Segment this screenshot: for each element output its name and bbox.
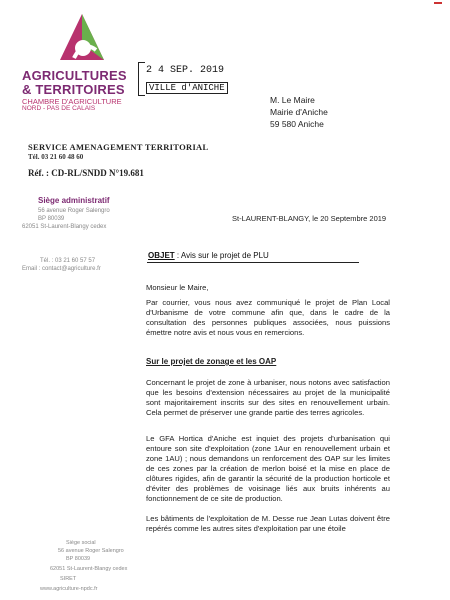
contact-line: Tél. : 03 21 60 57 57 — [40, 258, 96, 264]
footer-line: BP 80039 — [66, 556, 91, 562]
brand-line-3: CHAMBRE D'AGRICULTURE — [22, 97, 122, 106]
section-title: Sur le projet de zonage et les OAP — [146, 357, 277, 366]
objet-line — [148, 251, 269, 260]
footer-line: Siège social — [66, 540, 96, 546]
objet-text: : Avis sur le projet de PLU — [176, 251, 269, 260]
stamp-date: 2 4 SEP. 2019 — [146, 65, 225, 76]
divider — [147, 262, 359, 263]
footer-line: SIRET — [60, 576, 77, 582]
contact-line: Email : contact@agriculture.fr — [22, 266, 101, 272]
footer-line: 62051 St-Laurent-Blangy cedex — [50, 566, 128, 572]
brand-line-1: AGRICULTURES — [22, 68, 127, 83]
recipient-line: M. Le Maire — [270, 95, 315, 105]
siege-title: Siège administratif — [38, 196, 110, 205]
body-paragraph: Concernant le projet de zone à urbaniser, nous notons avec satisfaction que les besoins d'extension nécessaires au projet de la municipalité sont majoritairement inscrits sur des sites en renouvellement urbain. Cela permet de préserver une grande partie des terres agricoles. — [146, 378, 390, 417]
objet-label: OBJET — [148, 251, 175, 260]
brand-line-4: NORD - PAS DE CALAIS — [22, 105, 96, 112]
reference: Réf. : CD-RL/SNDD N°19.681 — [28, 168, 144, 178]
footer-link[interactable]: www.agriculture-npdc.fr — [40, 586, 98, 592]
recipient-line: 59 580 Aniche — [270, 119, 324, 129]
sender-service: SERVICE AMENAGEMENT TERRITORIAL — [28, 142, 209, 152]
corner-mark — [434, 2, 442, 4]
chamber-logo-icon — [52, 10, 112, 68]
place-date: St-LAURENT-BLANGY, le 20 Septembre 2019 — [232, 214, 387, 223]
salutation: Monsieur le Maire, — [146, 283, 209, 292]
body-paragraph: Les bâtiments de l'exploitation de M. Desse rue Jean Lutas doivent être repérés comme les autres sites d'exploitation par une étoile — [146, 514, 390, 533]
recipient-address — [270, 94, 328, 130]
stamp-city: VILLE d'ANICHE — [146, 82, 228, 94]
received-stamp — [138, 62, 225, 98]
footer-line: 56 avenue Roger Salengro — [58, 548, 124, 554]
siege-line: 62051 St-Laurent-Blangy cedex — [22, 224, 107, 230]
brand-line-2: & TERRITOIRES — [22, 82, 125, 97]
body-paragraph: Le GFA Hortica d'Aniche est inquiet des projets d'urbanisation qui entoure son site d'exploitation (zone 1Aur en renouvellement urbain et zone 1AU) ; nous demandons un renforcement des OAP sur les limites de ces zones par la création de merlon boisé et la mise en place de clôtures rigides, afin de garantir la sécurité de la production horticole et d'éviter des problèmes de voisinage liés aux bruits inhérents au fonctionnement de ce site de production. — [146, 434, 390, 503]
recipient-line: Mairie d'Aniche — [270, 107, 328, 117]
siege-line: BP 80039 — [38, 216, 65, 222]
siege-line: 56 avenue Roger Salengro — [38, 208, 110, 214]
body-paragraph: Par courrier, vous nous avez communiqué le projet de Plan Local d'Urbanisme de votre commune afin que, dans le cadre de la consultation des personnes publiques associées, nous puissions émettre notre avis et nous vous en remercions. — [146, 298, 390, 337]
stamp-bracket — [138, 62, 145, 96]
sender-tel: Tél. 03 21 60 48 60 — [28, 153, 84, 161]
